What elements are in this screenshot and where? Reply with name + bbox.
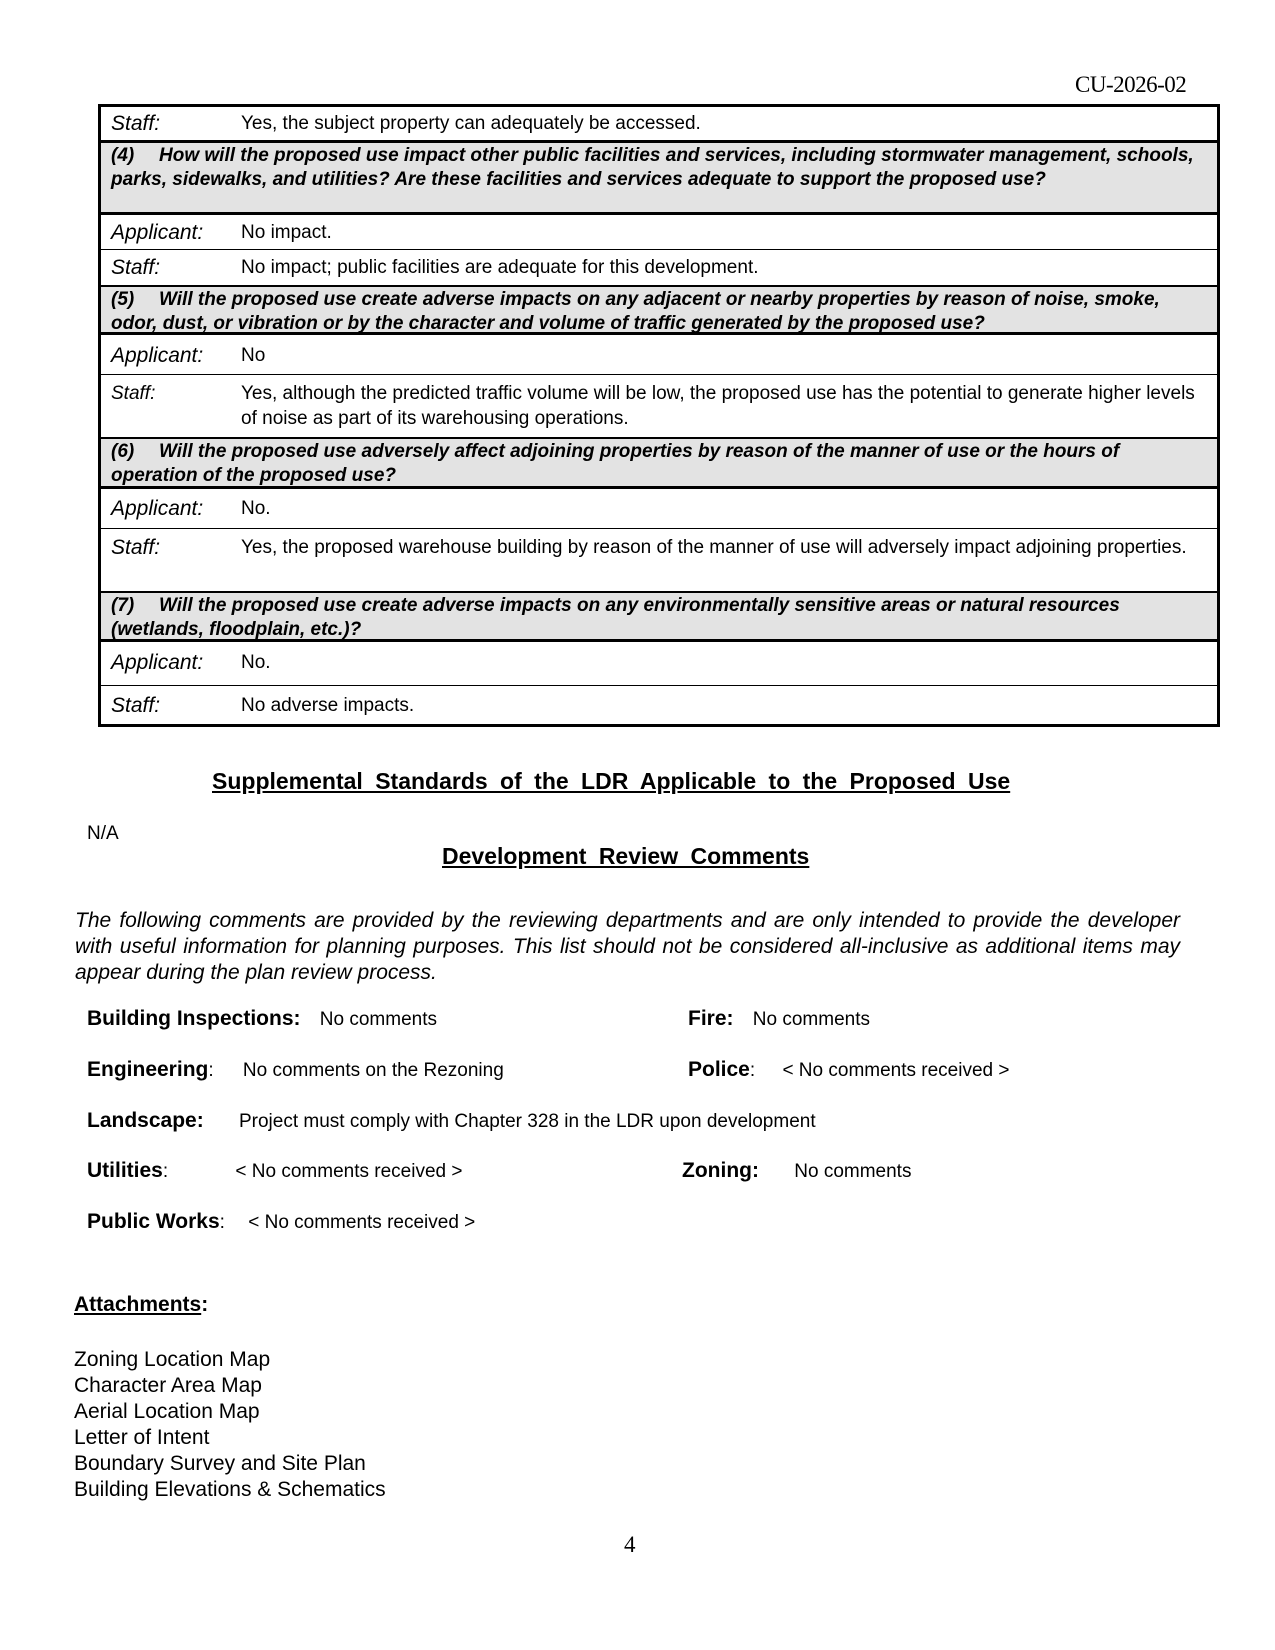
applicant-row [101,642,1217,686]
applicant-response: No. [241,498,271,519]
comment-value: < No comments received > [248,1212,476,1233]
comment-fire [688,1007,870,1031]
attachments-title [74,1293,208,1317]
case-number: CU-2026-02 [1075,72,1187,97]
applicant-response: No [241,345,266,366]
comment-label: Landscape: [87,1109,204,1132]
comment-label: Police [688,1058,750,1081]
supplemental-heading: Supplemental Standards of the LDR Applicable to the Proposed Use [212,768,1011,794]
applicant-label: Applicant: [111,497,204,520]
comment-label: Fire: [688,1007,734,1030]
question-text: Will the proposed use create adverse impacts on any adjacent or nearby properties by reason of noise, smoke, odor, dust, or vibration or by the character and volume of traffic generated by the proposed use? [111,289,1160,334]
list-item: Aerial Location Map [74,1400,260,1423]
applicant-row [101,489,1217,529]
comment-label: Zoning: [682,1159,759,1182]
comment-label: Public Works [87,1210,220,1233]
review-criteria-table [98,104,1220,727]
staff-access-row [101,107,1217,141]
attachments-colon: : [201,1293,209,1316]
question-text: Will the proposed use adversely affect adjoining properties by reason of the manner of use or the hours of operation of the proposed use? [111,441,1120,486]
question-text: How will the proposed use impact other public facilities and services, including stormwater management, schools, parks, sidewalks, and utilities? Are these facilities and services adequate to support the proposed use? [111,145,1194,190]
comment-value: < No comments received > [235,1161,463,1182]
comment-zoning [682,1159,911,1183]
list-item: Building Elevations & Schematics [74,1478,386,1501]
label-colon: : [219,1212,225,1233]
comment-label: Building Inspections: [87,1007,301,1030]
staff-response: No impact; public facilities are adequate for this development. [241,257,759,278]
question-number: (7) [111,595,135,616]
staff-label: Staff: [111,383,156,404]
staff-access-text: Yes, the subject property can adequately be accessed. [241,113,701,134]
applicant-row [101,215,1217,250]
question-4 [101,141,1217,215]
staff-response: Yes, although the predicted traffic volume will be low, the proposed use has the potential to generate higher levels of noise as part of its warehousing operations. [241,383,1195,429]
staff-label: Staff: [111,112,161,135]
applicant-label: Applicant: [111,221,204,244]
comment-utilities [87,1159,462,1183]
question-text: Will the proposed use create adverse impacts on any environmentally sensitive areas or natural resources (wetlands, floodplain, etc.)? [111,595,1120,640]
staff-label: Staff: [111,536,161,559]
comment-label: Utilities [87,1159,163,1182]
question-5 [101,285,1217,335]
comment-value: No comments [752,1009,870,1030]
question-6 [101,437,1217,489]
comment-value: No comments [794,1161,912,1182]
staff-label: Staff: [111,256,161,279]
dev-review-intro: The following comments are provided by the reviewing departments and are only intended to provide the developer with useful information for planning purposes. This list should not be considered all-inclusive as additional items may appear during the plan review process. [75,909,1180,984]
list-item: Letter of Intent [74,1426,210,1449]
question-number: (5) [111,289,135,310]
staff-row [101,529,1217,591]
comment-building [87,1007,437,1031]
attachments-list [74,1347,386,1503]
dev-review-heading: Development Review Comments [442,843,810,869]
list-item: Zoning Location Map [74,1348,271,1371]
list-item: Boundary Survey and Site Plan [74,1452,366,1475]
comment-label: Engineering [87,1058,209,1081]
page-number: 4 [624,1532,636,1557]
question-number: (6) [111,441,135,462]
attachments-title-text: Attachments [74,1293,202,1316]
applicant-label: Applicant: [111,344,204,367]
comment-landscape [87,1109,816,1133]
applicant-response: No impact. [241,222,332,243]
staff-row [101,375,1217,437]
applicant-response: No. [241,652,271,673]
label-colon: : [749,1060,756,1081]
staff-label: Staff: [111,694,161,717]
staff-row [101,686,1217,724]
question-7 [101,591,1217,642]
staff-response: Yes, the proposed warehouse building by reason of the manner of use will adversely impact adjoining properties. [241,537,1187,558]
comment-value: No comments on the Rezoning [242,1060,504,1081]
label-colon: : [162,1161,169,1182]
comment-value: No comments [319,1009,437,1030]
applicant-row [101,335,1217,375]
staff-response: No adverse impacts. [241,695,415,716]
applicant-label: Applicant: [111,651,204,674]
comment-value: < No comments received > [782,1060,1010,1081]
comment-engineering [87,1058,504,1082]
supplemental-value: N/A [87,823,119,844]
comment-value: Project must comply with Chapter 328 in the LDR upon development [238,1111,816,1132]
staff-row [101,250,1217,285]
question-number: (4) [111,145,135,166]
list-item: Character Area Map [74,1374,262,1397]
comment-public-works [87,1210,475,1234]
label-colon: : [208,1060,214,1081]
comment-police [688,1058,1009,1082]
